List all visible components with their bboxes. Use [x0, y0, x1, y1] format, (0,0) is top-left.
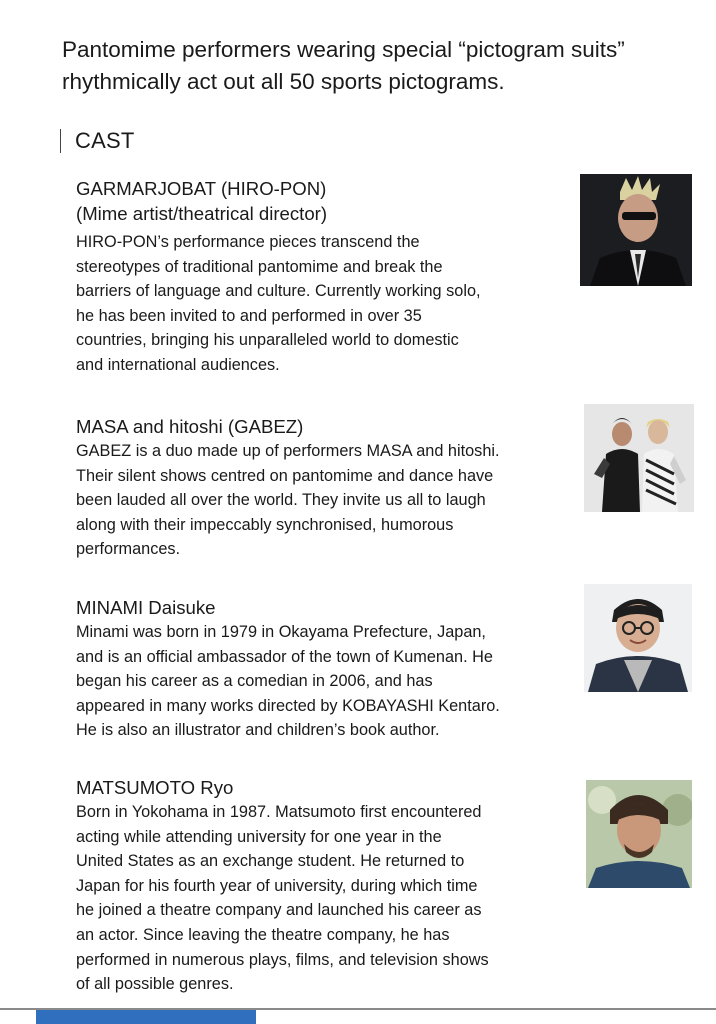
cast-section-heading: [60, 126, 134, 156]
cast-name: GARMARJOBAT (HIRO-PON): [76, 178, 327, 199]
cast-name: MASA and hitoshi (GABEZ): [76, 416, 304, 437]
section-divider-bar: [60, 129, 61, 153]
section-label: CAST: [75, 128, 135, 153]
cast-bio: HIRO-PON’s performance pieces transcend the stereotypes of traditional pantomime and break the barriers of language and culture. Currently working solo, he has been invited to and performed in over 35 countries, bringing his unparalleled world to domestic and international audiences.: [76, 233, 481, 374]
portrait-image: [586, 780, 692, 888]
cast-bio: Minami was born in 1979 in Okayama Prefecture, Japan, and is an official ambassador of the town of Kumenan. He began his career as a comedian in 2006, and has appeared in many works directed by KOBAYASHI Kentaro. He is also an illustrator and children’s book author.: [76, 623, 500, 740]
cast-bio: Born in Yokohama in 1987. Matsumoto first encountered acting while attending university for one year in the United States as an exchange student. He returned to Japan for his fourth year of university, during which time he joined a theatre company and launched his career as an actor. Since leaving the theatre company, he has performed in numerous plays, films, and television shows of all possible genres.: [76, 803, 489, 994]
footer-accent-bar: [36, 1010, 256, 1024]
cast-member-hiro-pon: [76, 176, 576, 378]
cast-role: (Mime artist/theatrical director): [76, 203, 328, 224]
portrait-image: [580, 174, 692, 286]
cast-name: MATSUMOTO Ryo: [76, 777, 234, 798]
cast-name: MINAMI Daisuke: [76, 597, 216, 618]
portrait-image: [584, 404, 694, 512]
portrait-photo-minami: [584, 584, 692, 692]
cast-member-minami: [76, 595, 576, 743]
intro-text: Pantomime performers wearing special “pictogram suits” rhythmically act out all 50 sports pictograms.: [62, 37, 625, 94]
portrait-photo-gabez: [584, 404, 694, 512]
portrait-photo-matsumoto: [586, 780, 692, 888]
cast-bio: GABEZ is a duo made up of performers MASA and hitoshi. Their silent shows centred on pantomime and dance have been lauded all over the world. They invite us all to laugh along with their impeccably synchronised, humorous performances.: [76, 442, 500, 559]
portrait-image: [584, 584, 692, 692]
cast-member-matsumoto: [76, 775, 576, 997]
portrait-photo-hiro-pon: [580, 174, 692, 286]
cast-member-gabez: [76, 414, 576, 562]
